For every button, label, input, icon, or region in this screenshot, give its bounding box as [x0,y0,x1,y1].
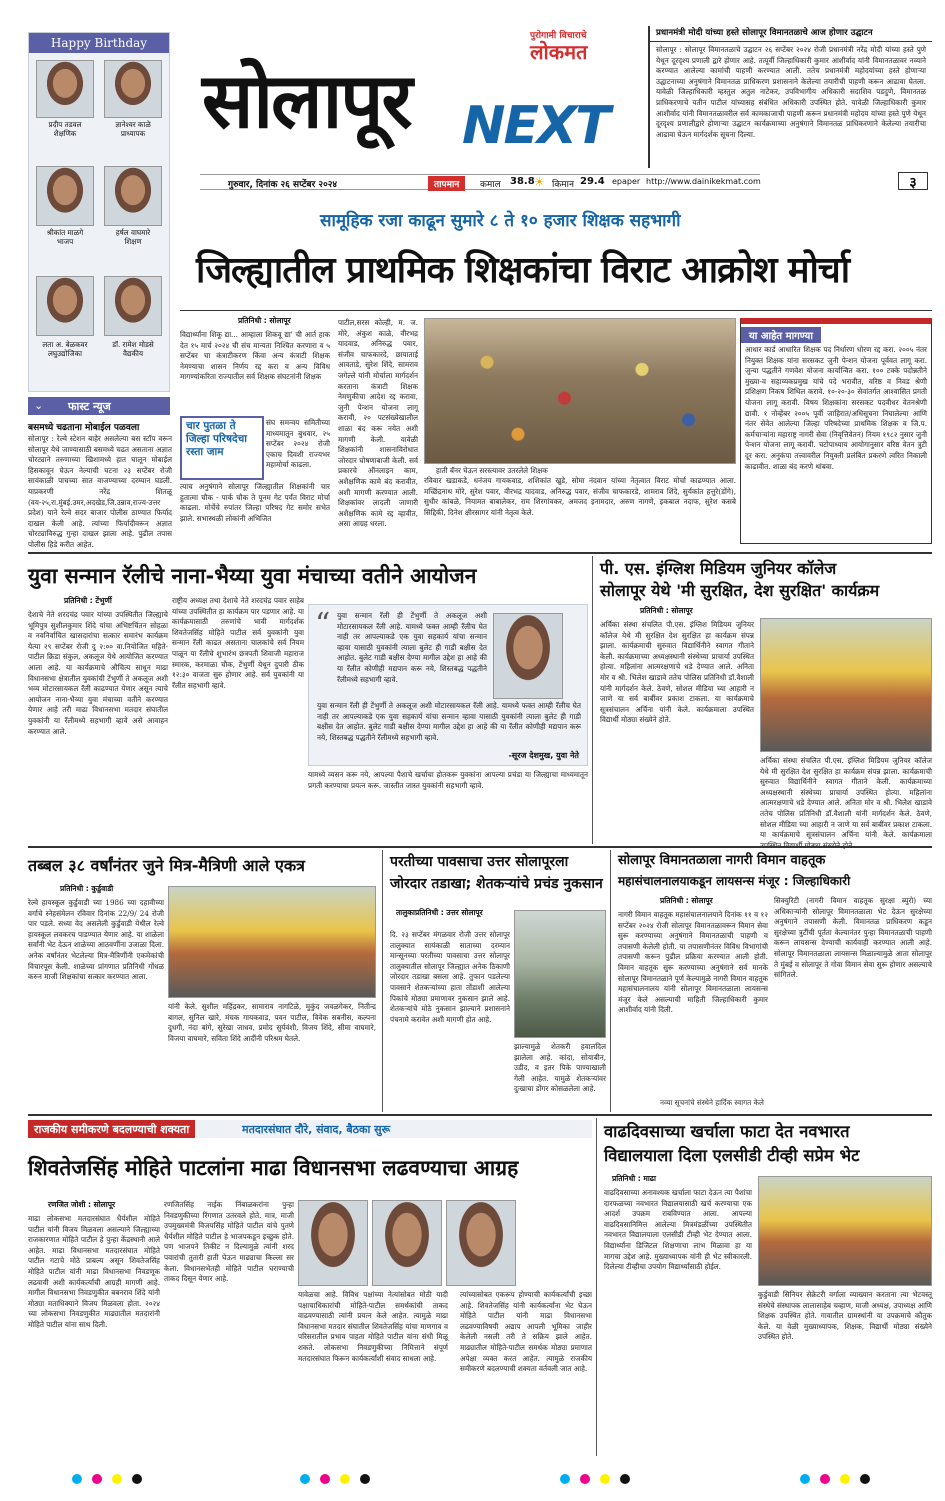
political-col1: माढा लोकसभा मतदारसंघात धैर्यशील मोहिते पाटील यांनी विजय मिळवला असल्याने जिल्ह्याच्या राजकारणात मोहिते पाटील हे पुन्हा केंद्रस्थानी आले आहेत. माढा विधानसभा मतदारसंघात मोहिते पाटील गटाचे मोठे प्राबल्य असून शिवतेजसिंह मोहिते पाटील यांनी माढा विधानसभा निवडणूक लढवावी अशी कार्यकर्त्यांची आग्रही मागणी आहे. मागील विधानसभा निवडणुकीत बबनराव शिंदे यांनी मोठ्या मताधिक्याने विजय मिळवला होता. २०२४ च्या लोकसभा निवडणुकीत माढ्यातील मतदारांनी मोहिते पाटील यांना साथ दिली. [28,1214,160,1329]
section-rule-2 [28,846,932,848]
print-dot [820,1474,830,1484]
birthday-photo-3 [36,166,94,226]
rain-body: दि. २३ सप्टेंबर मंगळवार रोजी उत्तर सोलापूर तालुक्यात सायंकाळी साताच्या दरम्यान मान्सूनच्या परतीच्या पावसाचा उत्तर सोलापूर तालुक्यातील सोलापूर जिल्ह्यात अनेक ठिकाणी जोरदार तडाखा बसला आहे. तुफान पडलेल्या पावसाने शेतकऱ्यांच्या हाता तोंडाशी आलेल्या पिकांचे मोठ्या प्रमाणावर नुकसान झाले आहे. शेतकऱ्यांचे मोठे नुकसान झाल्याने प्रशासनाने पंचनामे करावेत अशी मागणी होत आहे. [390,930,510,1024]
section-rule-3 [28,1114,932,1116]
min-temp-value: 29.4 [580,176,605,187]
birthday-role-1: शैक्षणिक [53,129,77,138]
yuva-quote-box [308,604,588,766]
print-dot [92,1474,102,1484]
friends-byline: प्रतिनिधी : कुर्डुवाडी [60,884,114,893]
airport-col2: सिक्युरिटी (नागरी विमान वाहतूक सुरक्षा ब्युरो) च्या अधिकाऱ्यांनी सोलापूर विमानतळाला भेट देऊन सुरक्षेच्या अनुषंगाने तपासणी केली. विमानतळ प्राधिकरण कडून सुरक्षेच्या त्रुटींची पूर्तता केल्यानंतर पुन्हा विमानतळाची पाहणी करून लायसन्स देण्याची कार्यवाही करण्यात आली आहे. सोलापूर विमानतळाला लायसन्स मिळाल्यामुळे आता सोलापूर ते मुंबई व सोलापूर ते गोवा विमान सेवा सुरू होणार असल्याचे सांगितले. [774,896,932,980]
yuva-col2: राष्ट्रीय अध्यक्ष तथा देशाचे नेते शरदचंद्र पवार साहेब यांच्या उपस्थितीत हा कार्यक्रम पार पडणार आहे. या कार्यक्रमासाठी तरुणांचे भावी मार्गदर्शक शिवतेजसिंह मोहिते पाटील सर्व युवकांनी युवा सन्मान रॅली काढत असताना चालकांचे सर्व नियम पाळून या रॅलीचे शुभारंभ छत्रपती शिवाजी महाराज स्मारक, करमाळा चौक, टेंभुर्णी येथून दुपारी ठीक १२:३० वाजता सुरु होणार आहे. सर्व युवकांनी या रॅलीत सहभागी व्हावे. [172,596,304,690]
airport-credit: नव्या सूचनांचे संस्थेने हार्दिक स्वागत केले [660,1098,764,1107]
political-headline: शिवतेजसिंह मोहिते पाटलांना माढा विधानसभा लढवण्याचा आग्रह [28,1156,519,1180]
birthday-photo-5 [36,276,94,336]
page-number: ३ [898,172,928,190]
demands-box [740,318,932,544]
main-byline: प्रतिनिधी : सोलापूर [238,316,291,325]
birthday-name-4: हर्षल वाघमारे [115,228,151,237]
max-temp-label: कमाल [480,180,501,190]
issue-date: गुरुवार, दिनांक २६ सप्टेंबर २०२४ [228,180,338,190]
yuva-byline: प्रतिनिधी : टेंभुर्णी [64,596,112,605]
main-side-box-text: चार पुतळा ते जिल्हा परिषदेचा रस्ता जाम [186,420,247,458]
school-headline-1: पी. एस. इंग्लिश मिडियम जुनियर कॉलेज [600,559,837,578]
birthday-name-1: प्रदीप तडवल [48,120,82,129]
friends-body: रेल्वे हायस्कूल कुर्डुवाडी च्या 1986 च्या दहावीच्या वर्गाचे स्नेहसंमेलन रविवार दिनांक 22/9/ 24 रोजी पार पडले. सध्या वेद असलेली कुर्डुवाडी येथील रेल्वे हायस्कूल लवकरच पाडण्यात येणार आहे. या शाळेला सर्वांनी भेट देऊन शाळेच्या आठवणींना उजाळा दिला. अनेक वर्षांनंतर भेटलेल्या मित्र-मैत्रिणींनी एकमेकांची विचारपूस केली. शाळेच्या प्रांगणात प्रतिनिधी गोंधळ करुन माजी शिक्षकांचा सत्कार करण्यात आला. [28,898,164,982]
demands-body: आधार कार्ड आधारित शिक्षक पद निर्धारण धोरण रद्द करा. २००५ नंतर नियुक्त शिक्षक यांना सरसकट जुनी पेन्शन योजना पूर्ववत लागू करा. जुन्या पद्धतीने गणवेश योजना कार्यान्वित करा. १०० टक्के पदोन्नतीने मुख्या-व सहाय्यकप्रमुख यांचे पदे भरावीत, वरिष्ठ व निवड श्रेणी प्रशिक्षण निकष शिथिल करावे. १०-२०-३० सेवांतर्गत आश्वासित प्रगती योजना लागू करावी. विषय शिक्षकांना सरसकट पदवीधर वेतनश्रेणी द्यावी. १ नोव्हेंबर २००५ पूर्वी जाहिरात/अधिसूचना निघालेल्या आणि नंतर सेवेत आलेल्या जिल्हा परिषदेच्या प्राथमिक शिक्षक व जि.प. कर्मचाऱ्यांना महाराष्ट्र नागरी सेवा (निवृत्तिवेतन) नियम १९८२ नुसार जुनी पेन्शन योजना लागू करावी. चटोपाध्याय आयोगानुसार वरिष्ठ वेतन त्रुटी दूर करा. अनुकंपा तत्त्वावरील नियुक्ती प्रलंबित प्रकरणे त्वरित निकाली काढावीत. शाळा बंद करणे थांबवा. [745,345,927,471]
main-photo [424,318,736,464]
political-photo-2 [372,1200,442,1286]
political-kicker [28,1120,592,1138]
yuva-quote-photo [493,613,563,699]
print-dot [800,1474,810,1484]
yuva-quote-text-cont: युवा सन्मान रॅली ही टेंभुर्णी ते अकलूज अशी मोटारसायकल रॅली आहे. यामध्ये फक्त आम्ही रॅलीच घेत नाही तर आपल्याकडे एक युवा सहकार्य यांचा सन्मान व्हावा यासाठी युवकांनी त्याला बुलेट ही गाडी बक्षीस देत आहोत. बुलेट गाडी बक्षीस देण्या मागील उद्देश हा आहे की या रॅलीत कोणीही मद्यपान करू नये, शिस्तबद्ध पद्धतीने रॅलीमध्ये सहभागी व्हावे. [317,701,581,742]
epaper-url[interactable]: http://www.dainikekmat.com [646,177,761,186]
school-body-cont: अर्चिका संस्था संचलित पी.एस. इंग्लिश मिडियम जुनियर कॉलेज येथे मी सुरक्षित देश सुरक्षित हा कार्यक्रम संपन्न झाला. कार्यक्रमाची सुरुवात विद्यार्थिनीने स्वागत गीताने केली. कार्यक्रमाच्या अध्यक्षस्थानी संस्थेच्या प्राचार्या उपस्थित होत्या. महिलांना आत्मरक्षणाचे धडे देण्यात आले. अनिता मोर व श्री. भिलेश खाडावे ततेच पोलिस प्रतिनिधी डॉ.वैशाली यांनी मार्गदर्शन केले. ठेवणे, सोशल मीडिया च्या आहारी न जाणे या सर्व बाबींवर प्रकाश टाकला. या कार्यक्रमाचे सूत्रसंचालन अर्चिना यांनी केले. कार्यक्रमाला [760,756,932,840]
airport-byline: प्रतिनिधी : सोलापूर [660,896,713,905]
registration-marks [0,1470,945,1490]
print-dot [360,1474,370,1484]
birthday-role-6: वैद्यकीय [122,349,144,358]
birthday-role-3: भाजप [56,237,74,246]
print-dot [112,1474,122,1484]
airport-headline-1: सोलापूर विमानतळाला नागरी विमान वाहतूक [618,853,826,868]
main-col2: पाटील,सरस कोल्ही, म. ज. मोरे, अंकुश काळे, वीरभद्र यादवाड, अनिरुद्ध पवार, संजीव चाफकारदे, छायाताई आवताडे, सुरेश शिंदे, सामराव जगेल्ले यांनी मोर्चाला मार्गदर्शन करताना कंत्राटी शिक्षक नेमणुकीचा आदेश रद्द करावा, जुनी पेन्शन योजना लागू करावी, २० पटसंख्येखालील शाळा बंद करू नयेत अशी मागणी केली. यावेळी शिक्षकांनी शासनाविरोधात जोरदार घोषणाबाजी केली. सर्व प्रकारचे ऑनलाइन काम, अशैक्षणिक कामे बंद करावीत, अशी मागणी करण्यात आली. शिक्षकांवर लादली जाणारी अशैक्षणिक कामे रद्द व्हावीत, असा आग्रह धरला. [338,318,418,529]
masthead-title: सोलापूर [202,56,411,145]
main-headline: जिल्ह्यातील प्राथमिक शिक्षकांचा विराट आक्रोश मोर्चा [196,250,850,291]
birthday-photo-6 [104,276,162,336]
school-headline-2: सोलापूर येथे 'मी सुरक्षित, देश सुरक्षित' कार्यक्रम [600,581,880,600]
sun-icon: ☀ [534,175,545,189]
political-kicker-rest: मतदारसंघात दौरे, संवाद, बैठका सुरू [242,1123,391,1136]
political-kicker-red: राजकीय समीकरणे बदलण्याची शक्यता [28,1120,195,1138]
rain-body2: झाल्यामुळे शेतकरी हवालदिल झालेला आहे. कांदा, सोयाबीन, उडीद, व इतर पिके पाण्याखाली गेली आहेत. यामुळे शेतकऱ्यांवर दुःखाचा डोंगर कोसळलेला आहे. [514,1042,606,1094]
friends-photo [168,886,376,998]
min-temp-label: किमान [552,180,574,190]
print-dot [320,1474,330,1484]
yuva-quote-by: -सूरज देशमुख, युवा नेते [508,751,579,760]
section-rule-1 [28,552,932,554]
weather-label: तापमान [428,176,465,191]
navbharat-body: वाढदिवसाच्या अनावश्यक खर्चाला फाटा देऊन त्या पैशांचा दारफळच्या नवभारत विद्यालयासाठी खर्च करण्याचा एक आदर्श उपक्रम राबविण्यात आला. आपल्या वाढदिवसानिमित्त आलेल्या मित्रमंडळींच्या उपस्थितीत नवभारत विद्यालयाला एलसीडी टीव्ही भेट देण्यात आला. विद्यार्थ्यांना डिजिटल शिक्षणाचा लाभ मिळावा हा या मागचा उद्देश आहे. मुख्याध्यापक यांनी ही भेट स्वीकारली. दिलेल्या टीव्हीचा उपयोग विद्यार्थ्यांसाठी होईल. [604,1188,752,1272]
navbharat-col2: कुर्डुवाडी सिनियर सेक्रेटरी वर्गाला व्याख्यान करताना त्या भेटवस्तू संस्थेचे संस्थापक लालासाहेब चव्हाण, माजी अध्यक्ष, उपाध्यक्ष आणि शिक्षक उपस्थित होते. गावातील ग्रामस्थांनी या उपक्रमाचे कौतुक केले. या वेळी मुख्याध्यापक, शिक्षक, विद्यार्थी मोठ्या संख्येने उपस्थित होते. [758,1290,932,1342]
friends-headline: तब्बल ३८ वर्षांनंतर जुने मित्र-मैत्रिणी आले एकत्र [28,856,305,875]
masthead [200,28,640,168]
print-dot [840,1474,850,1484]
print-dot [300,1474,310,1484]
masthead-tagline: पुरोगामी विचाराचे [530,31,587,41]
main-photo-caption: हाती बॅनर घेऊन सरस्त्यावर उतरलेले शिक्षक [436,466,548,475]
epaper-label: epaper [612,177,641,186]
navbharat-headline-2: विद्यालयाला दिला एलसीडी टीव्ही सप्रेम भेट [604,1146,860,1165]
bolt-icon: ⌄ [34,399,44,412]
birthday-role-2: प्राध्यापक [120,129,146,138]
vrule-political-navbharat [596,1118,597,1456]
school-photo [760,618,932,752]
birthday-role-4: शिक्षण [124,237,142,246]
airport-headline-2: महासंचालनालयाकडून लायसन्स मंजूर : जिल्हाधिकारी [618,874,851,888]
main-col1: विद्यार्थ्यांना शिकू द्या... आम्हाला शिकवू द्या' ची आर्त हाक देत १५ मार्च २०२४ ची संच मान्यता निश्चित करणारा व ५ सप्टेंबर चा कंत्राटीकरण किंवा अन्य कंत्राटी शिक्षक नेमण्याचा शासन निर्णय रद्द करा व अन्य विविध मागण्यांकरिता राज्यातील सर्व शिक्षक संघटनांनी शिक्षक [180,330,330,382]
print-dot [560,1474,570,1484]
demands-title: या आहेत मागण्या [741,327,821,343]
print-dot [860,1474,870,1484]
main-kicker: सामूहिक रजा काढून सुमारे ८ ते १० हजार शिक्षक सहभागी [320,211,681,231]
rain-byline: तालुकाप्रतिनिधी : उत्तर सोलापूर [396,908,483,917]
political-col3: यावेळचा आहे. विविध पक्षांच्या नेत्यांसोबत मोठी यादी पक्षाचाधिकारांची मोहिते-पाटील समर्थकांची ताकद वाढवण्यासाठी त्यांनी प्रयत्न केले आहेत. त्यामुळे माढा विधानसभा मतदार संघातील शिवतेजसिंह यांचा माणगाव व परिसरातील प्रभाव पाहता मोहिते पाटील यांना संधी मिळू शकते. लोकसभा निवडणुकीच्या निमित्ताने संपूर्ण मतदारसंघात फिरून कार्यकर्त्यांशी संवाद साधला आहे. [298,1290,448,1363]
print-dot [600,1474,610,1484]
print-dot [132,1474,142,1484]
masthead-brand: लोकमत [530,40,588,64]
rain-photo [514,910,606,1038]
navbharat-byline: प्रतिनिधी : माढा [612,1174,656,1183]
fast-news-header [28,397,170,415]
vrule-rain-airport [610,850,611,1112]
school-byline: प्रतिनिधी : सोलापूर [640,606,693,615]
pm-airport-body: सोलापूर : सोलापूर विमानतळाचे उद्घाटन २६ सप्टेंबर २०२४ रोजी प्रधानमंत्री नरेंद्र मोदी यांच्या हस्ते पुणे येथून दूरदृश्य प्रणाली द्वारे होणार आहे. तत्पूर्वी जिल्हाधिकारी कुमार आशीर्वाद यांनी विमानतळावर नव्याने करण्यात आलेल्या कामांची पाहणी करण्यात आली. ततेच प्रधानमंत्री महोदयांच्या हस्ते होणाऱ्या उद्घाटनाच्या अनुषंगाने विमानतळ प्राधिकरण प्रशासनाने केलेल्या तयारीची पाहणी करून आढावा घेतला. यावेळी जिल्हाधिकारी म्हस्तुल अतुल नाटेकर, उपविभागीय अधिकारी सदाशिव पडदुणे, विमानतळ प्राधिकरणाचे यतीन पाटील यांच्यासह संबंधित अधिकारी उपस्थित होते. यावेळी जिल्हाधिकारी कुमार आशीर्वाद यांनी विमानतळावरील सर्व कामकाजाची पाहणी करून प्रधानमंत्री महोदय यांच्या हस्ते पुणे येथून दूरदृश्य प्रणालीद्वारे होणाऱ्या उद्घाटन कार्यक्रमाच्या अनुषंगाने विमानतळ प्राधिकरणाने केलेल्या तयारीचा आढावा घेऊन मार्गदर्शक सूचना दिल्या. [656,45,926,139]
rain-headline-1: परतीच्या पावसाचा उत्तर सोलापूरला [390,854,569,870]
fast-news-title: फास्ट न्यूज [68,400,111,413]
friends-body2: यांनी केले. सुशील महिंद्रकर, सामाराव नागटिळे, मुकुंद जवळगेकर, नितीन्द्र बागल, सुनिल खारे, मंचक गायकवाड, पवन पाटील, विवेक सबनीस, कल्पना दुधगी, नंदा बांगे, सुरेखा जाधव, प्रमोद सुर्यवंशी, विजय शिंदे, सीमा वाघमारे, विजया वाघमारे, सविता शिंदे आदींनी परिश्रम घेतले. [168,1002,376,1043]
main-col3: रविवार खडाकडे, धनंजय गायकवाड, शशिकांत खुडे, सोमा नंदवान यांच्या नेतृत्वात विराट मोर्चा काढण्यात आला. मच्छिंद्रनाथ मोरे, सुरेश पवार, वीरभद्र यादवाड, अनिरुद्ध पवार, संजीव चाफकारडे, शामराव शिंदे, सुर्यकांत हत्तुरे(डोंगे), सुधीर कांबळे, नियामत बाबालेकर, राम शिरगांवकर, अमजद इनामदार, अरुण नागणे, इकबाल नदाफ, सुरेश कसबे सिद्दिकी, दिनेश क्षीरसागर यांनी नेतृत्व केले. [424,476,736,517]
main-col1c: त्याच अनुषंगाने सोलापूर जिल्ह्यातील शिक्षकांनी चार हुतात्मा चौक - पार्क चौक ते पूनम गेट पर्यंत विराट मोर्चा काढला. मोर्चेचे रुपांतर जिल्हा परिषद गेट समोर सभेत झाले. सभास्थळी लोकांनी अभिजित [180,482,330,523]
political-byline: रणजित जोशी : सोलापूर [48,1200,116,1209]
yuva-col4: यामध्ये व्यसन करू नये, आपल्या पैशाचे खर्चाचा होतकरू युवकांना आपल्या प्रचंडा या जिल्ह्याचा माध्यमातून प्रगती करण्याचा प्रयत्न करू. जास्तीत जास्त युवकांनी सहभागी व्हावे. [308,770,588,790]
masthead-next: NEXT [462,96,609,156]
school-body: अर्चिका संस्था संचलित पी.एस. इंग्लिश मिडियम जुनियर कॉलेज येथे मी सुरक्षित देश सुरक्षित हा कार्यक्रम संपन्न झाला. कार्यक्रमाची सुरुवात विद्यार्थिनीने स्वागत गीताने केली. कार्यक्रमाच्या अध्यक्षस्थानी संस्थेच्या प्राचार्या उपस्थित होत्या. महिलांना आत्मरक्षणाचे धडे देण्यात आले. अनिता मोर व श्री. भिलेश खाडावे ततेच पोलिस प्रतिनिधी डॉ.वैशाली यांनी मार्गदर्शन केले. ठेवणे, सोशल मीडिया च्या आहारी न जाणे या सर्व बाबींवर प्रकाश टाकला. या कार्यक्रमाचे सूत्रसंचालन अर्चिना यांनी केले. कार्यक्रमाला उपस्थित विद्यार्थी मोठ्या संख्येने होते. [600,620,754,725]
birthday-photo-1 [36,60,94,118]
yuva-col1: देशाचे नेते शरदचंद्र पवार यांच्या उपस्थितीत जिल्ह्याचे भूमिपुत्र सुशीलकुमार शिंदे यांचा अभिष्टचिंतन सोहळा व नवनिर्वाचित खासदारांचा सत्कार समारंभ कार्यक्रम येत्या २९ सप्टेंबर रोजी दु २:०० वा.नियोजित महिते-पाटील क्रिडा संकुल, अकलूज येथे आयोजित करण्यात आला आहे. या कार्यक्रमाचे औचित्य साधून माढा विधानसभा क्षेत्रातील युवकांची टेंभुर्णी ते अकलूज अशी भव्य मोटारसायकल रॅली काढण्यात येणार असून त्याचे आयोजन नाना-भैय्या युवा मंचाच्या वतीने करण्यात येणार आहे तरी माढा विधानसभा मतदार संघातील युवकांनी या रॅलीमध्ये सहभागी व्हावे असे आवाहन करण्यात आले. [28,610,168,736]
main-rule [180,310,932,311]
political-col2: रणजितसिंह नाईक निंबाळकरांना पुन्हा निवडणुकीच्या रिंगणात उतरवले होते. मात्र, माजी उपमुख्यमंत्री विजयसिंह मोहिते पाटील यांचे पुतणे धैर्यशील मोहिते पाटील हे भाजपकडून इच्छुक होते. पण भाजपने तिकीट न दिल्यामुळे त्यांनी शरद पवारांची तुतारी हाती घेऊन माढ्याचा किल्ला सर केला. विधानसभेतही मोहिते पाटील घराण्याची ताकद दिसून येणार आहे. [164,1200,294,1284]
fast-news-headline: बसमध्ये चढताना मोबाईल पळवला [28,423,140,433]
vrule-yuva-school [592,556,593,844]
airport-body: नागरी विमान वाहतूक महासंचालनालयाने दिनांक ११ व १२ सप्टेंबर २०२४ रोजी सोलापूर विमानतळावरून विमान सेवा सुरू करण्याच्या अनुषंगाने विमानतळाची पाहणी व तपासणी केलेली होती. या तपासणीनंतर विविध विभागांची तपासणी करून पुढील प्रक्रिया करण्यात आली होती. विमान वाहतूक सुरू करण्याच्या अनुषंगाने सर्व मानके सोलापूर विमानतळाने पूर्ण केल्यामुळे नागरी विमान वाहतूक महासंचालनालय यांनी सोलापूर विमानतळाला लायसन्स मंजूर केले असल्याची माहिती जिल्हाधिकारी कुमार आशीर्वाद यांनी दिली. [618,910,768,1015]
vrule-friends-rain [382,850,383,1112]
print-dot [620,1474,630,1484]
yuva-headline: युवा सन्मान रॅलीचे नाना-भैय्या युवा मंचाच्या वतीने आयोजन [28,564,477,588]
rain-headline-2: जोरदार तडाखा; शेतकऱ्यांचे प्रचंड नुकसान [390,876,603,892]
date-bar [200,174,760,190]
political-photo-1 [298,1200,368,1286]
pm-airport-headline: प्रधानमंत्री मोदी यांच्या हस्ते सोलापूर विमानतळाचे आज होणार उद्घाटन [650,26,932,42]
birthday-title: Happy Birthday [29,33,169,53]
yuva-quote-text: युवा सन्मान रॅली ही टेंभुर्णी ते अकलूज अशी मोटारसायकल रॅली आहे. यामध्ये फक्त आम्ही रॅलीच घेत नाही तर आपल्याकडे एक युवा सहकार्य यांचा सन्मान व्हावा यासाठी युवकांनी त्याला बुलेट ही गाडी बक्षीस देत आहोत. बुलेट गाडी बक्षीस देण्या मागील उद्देश हा आहे की या रॅलीत कोणीही मद्यपान करू नये, शिस्तबद्ध पद्धतीने रॅलीमध्ये सहभागी व्हावे. [337,611,487,684]
birthday-photo-4 [104,166,162,226]
main-col1b: संघ समन्वय समितीच्या माध्यमातून बुधवार, २५ सप्टेंबर २०२४ रोजी एकाच दिवशी राज्यभर महामोर्चा काढला. [266,418,330,470]
quote-icon: “ [315,607,331,642]
print-dot [72,1474,82,1484]
birthday-name-6: डॉ. रामेश मोडसे [112,340,154,349]
birthday-role-5: लघुउद्योजिका [47,349,83,358]
fast-news-body: सोलापूर : रेल्वे स्टेशन बाहेर असलेल्या बस स्टॉप वरून सोलापूर येथे जाण्यासाठी बसमध्ये चढत असताना अज्ञात चोरट्याने तरुणाच्या खिशामध्ये हात घालून मोबाईल हिसकावून घेऊन नेल्याची घटना २३ सप्टेंबर रोजी सायंकाळी पाचच्या सात वाजण्याच्या दरम्यान घडली. याप्रकरणी नरेंद्र शितळू (वय-२५,रा.मुंबई.उमर,अदखेड,जि.उन्नाव,राज्य-उत्तर प्रदेश) याने रेल्वे सदर बाजार पोलीस ठाण्यात फिर्याद दाखल केली आहे. त्यांच्या फिर्यादीवरून अज्ञात चोरट्याविरुद्ध गुन्हा दाखल झाला आहे. पुढील तपास पोलीस हिडे करीत आहेत. [28,434,172,549]
birthday-name-3: श्रीकांत माळगे [46,228,84,237]
navbharat-headline-1: वाढदिवसाच्या खर्चाला फाटा देत नवभारत [604,1122,850,1141]
max-temp-value: 38.8 [510,176,535,187]
pm-airport-box [648,26,932,168]
birthday-photo-2 [104,60,162,118]
birthday-name-5: लता अ. बेळकवर [42,340,88,349]
main-side-box [180,416,264,480]
political-col4: त्यांच्यासोबत एकरूप होण्याची कार्यकर्त्यांची इच्छा आहे. शिवतेजसिंह यांनी कार्यकर्त्यांना भेट घेऊन मोहिते पाटील यांनी माढा विधानसभा लढवण्याविषयी अद्याप आपली भूमिका जाहीर केलेली नसली तरी ते सक्रिय झाले आहेत. माढ्यातील मोहिते-पाटील समर्थक मोठ्या प्रमाणात अपेक्षा व्यक्त करत आहेत. त्यामुळे राजकीय समीकरणे बदलण्याची शक्यता वर्तवली जात आहे. [460,1290,592,1374]
print-dot [340,1474,350,1484]
birthday-name-2: ज्ञानेश्वर काळे [115,120,151,129]
navbharat-photo [758,1176,932,1286]
print-dot [580,1474,590,1484]
